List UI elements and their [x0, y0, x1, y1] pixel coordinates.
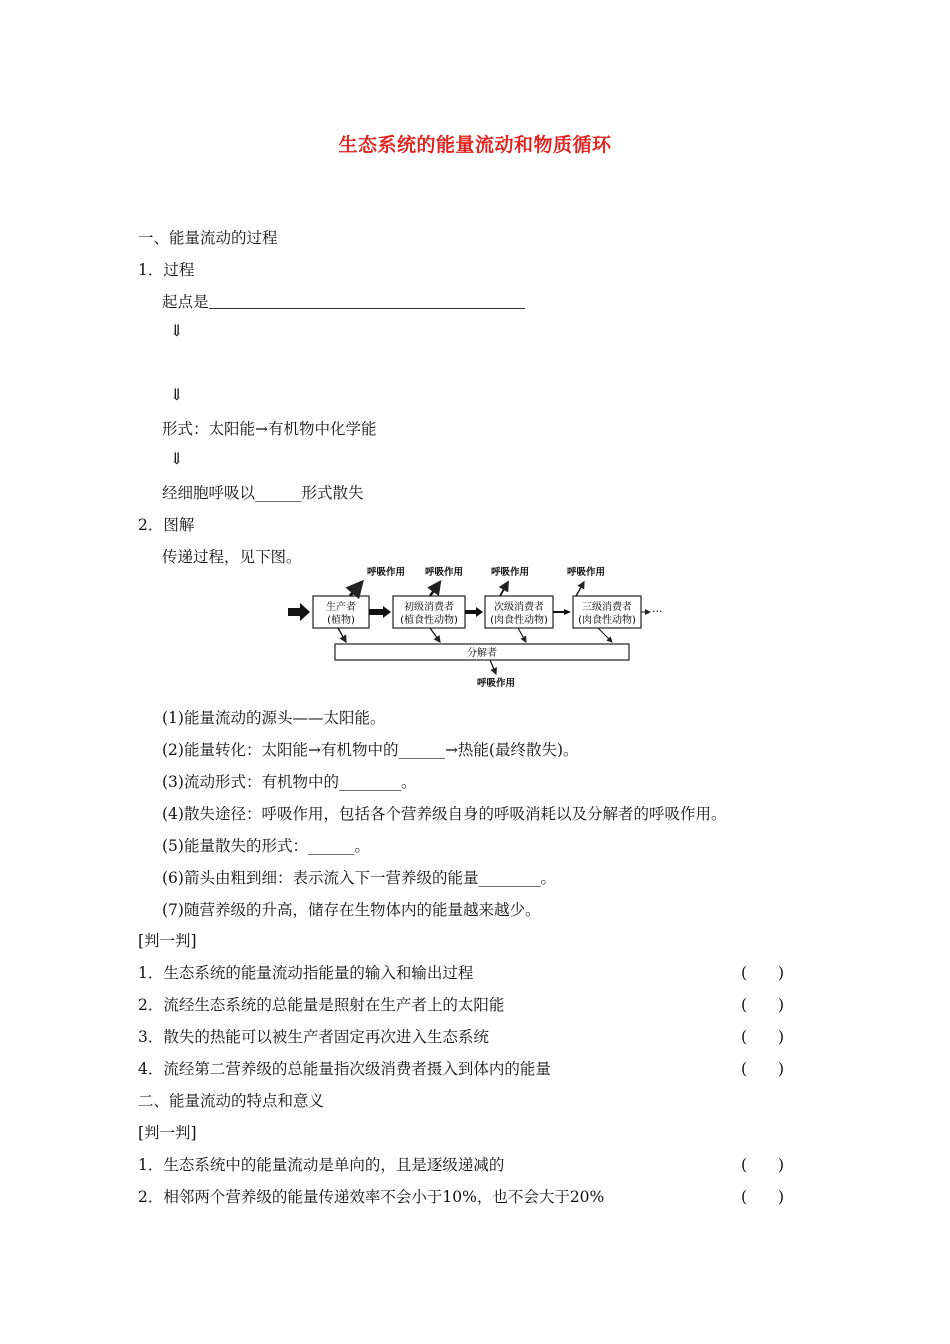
- producer-label: 生产者: [326, 602, 356, 613]
- decomposer-arrow: [518, 628, 526, 642]
- respiration-arrow: [490, 660, 496, 674]
- start-line: [162, 290, 525, 312]
- respiration-label: 呼吸作用: [491, 567, 530, 578]
- answer-paren[interactable]: ( ): [741, 1028, 785, 1046]
- point-item: (2)能量转化：太阳能→有机物中的______→热能(最终散失)。: [162, 741, 579, 759]
- point-item: (1)能量流动的源头——太阳能。: [162, 709, 386, 727]
- answer-paren[interactable]: ( ): [741, 964, 785, 982]
- secondary-consumer-sub-label: (肉食性动物): [490, 615, 548, 626]
- respiration-label: 呼吸作用: [425, 567, 464, 578]
- ellipsis-label: ···: [652, 605, 663, 618]
- sunlight-input-arrow: [288, 603, 310, 621]
- judge-heading: [判一判]: [138, 932, 197, 950]
- respiration-arrow: [350, 582, 362, 596]
- energy-flow-diagram: [280, 560, 680, 695]
- tertiary-consumer-sub-label: (肉食性动物): [578, 615, 636, 626]
- section2-heading: 二、能量流动的特点和意义: [138, 1092, 325, 1110]
- item1-label: 1．过程: [138, 261, 195, 279]
- flow-arrow: [369, 606, 391, 618]
- point-item: (5)能量散失的形式：______。: [162, 837, 370, 855]
- flow-arrow: [465, 607, 483, 617]
- dissipate-text: 经细胞呼吸以______形式散失: [162, 484, 364, 502]
- producer-sub-label: (植物): [327, 615, 355, 626]
- answer-paren[interactable]: ( ): [741, 1188, 785, 1206]
- respiration-label: 呼吸作用: [567, 567, 606, 578]
- judge-item: 4．流经第二营养级的总能量指次级消费者摄入到体内的能量: [138, 1060, 551, 1078]
- primary-consumer-sub-label: (植食性动物): [400, 615, 458, 626]
- secondary-consumer-label: 次级消费者: [494, 602, 544, 613]
- answer-paren[interactable]: ( ): [741, 1060, 785, 1078]
- respiration-label: 呼吸作用: [367, 567, 406, 578]
- down-arrow-icon: ⇓: [170, 321, 184, 340]
- judge-item: 1．生态系统的能量流动指能量的输入和输出过程: [138, 964, 474, 982]
- item2-label: 2．图解: [138, 516, 195, 534]
- judge-item: 3．散失的热能可以被生产者固定再次进入生态系统: [138, 1028, 489, 1046]
- respiration-label: 呼吸作用: [477, 678, 516, 689]
- respiration-arrow: [576, 582, 584, 596]
- point-item: (4)散失途径：呼吸作用，包括各个营养级自身的呼吸消耗以及分解者的呼吸作用。: [162, 805, 727, 823]
- down-arrow-icon: ⇓: [170, 385, 184, 404]
- primary-consumer-label: 初级消费者: [404, 602, 454, 613]
- decomposer-label: 分解者: [467, 648, 497, 659]
- tertiary-consumer-label: 三级消费者: [582, 602, 632, 613]
- form-text: 形式：太阳能→有机物中化学能: [162, 420, 377, 438]
- respiration-arrow: [500, 582, 508, 596]
- judge-item: 2．相邻两个营养级的能量传递效率不会小于10%，也不会大于20%: [138, 1188, 605, 1206]
- judge-item: 2．流经生态系统的总能量是照射在生产者上的太阳能: [138, 996, 505, 1014]
- decomposer-arrow: [430, 628, 440, 642]
- answer-paren[interactable]: ( ): [741, 996, 785, 1014]
- judge-item: 1．生态系统中的能量流动是单向的，且是逐级递减的: [138, 1156, 505, 1174]
- start-text: 起点是: [162, 293, 209, 311]
- decomposer-arrow: [598, 628, 612, 642]
- decomposer-arrow: [338, 628, 346, 642]
- point-item: (3)流动形式：有机物中的________。: [162, 773, 417, 791]
- judge-heading: [判一判]: [138, 1124, 197, 1142]
- flow-arrow: [553, 609, 571, 615]
- transfer-text: 传递过程，见下图。: [162, 548, 302, 566]
- point-item: (6)箭头由粗到细：表示流入下一营养级的能量________。: [162, 869, 556, 887]
- answer-blank[interactable]: [209, 293, 525, 309]
- section1-heading: 一、能量流动的过程: [138, 229, 278, 247]
- page-title: 生态系统的能量流动和物质循环: [338, 134, 612, 156]
- down-arrow-icon: ⇓: [170, 449, 184, 468]
- point-item: (7)随营养级的升高，储存在生物体内的能量越来越少。: [162, 901, 541, 919]
- answer-paren[interactable]: ( ): [741, 1156, 785, 1174]
- respiration-arrow: [430, 582, 440, 596]
